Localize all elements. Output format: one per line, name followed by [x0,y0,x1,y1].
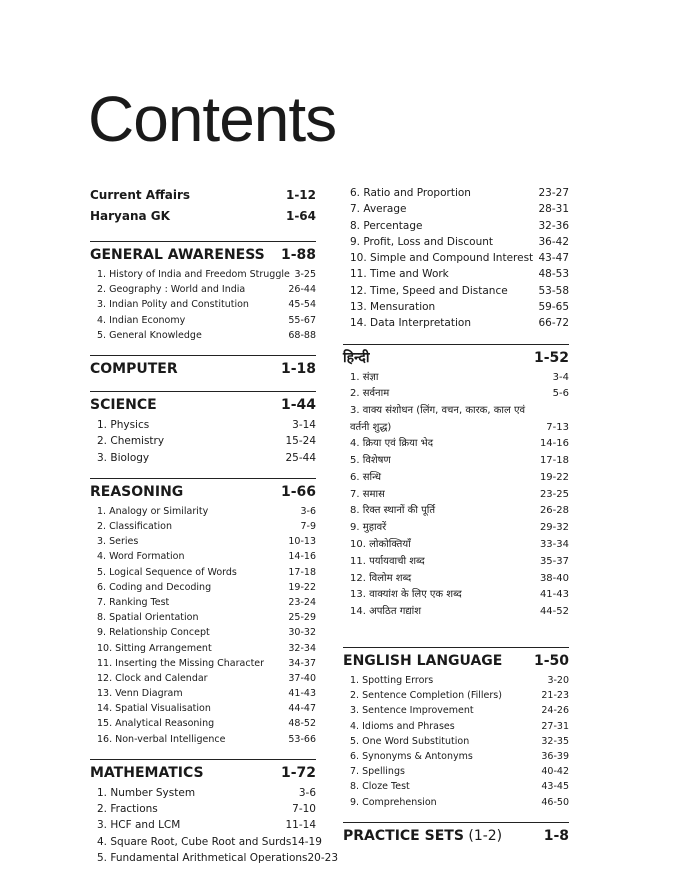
item-pages: 14-16 [539,438,569,450]
toc-item[interactable] [90,850,339,866]
toc-item[interactable] [90,732,316,747]
item-number: 11. [97,657,113,669]
item-pages: 33-34 [539,539,569,551]
contents-right-column [343,185,569,846]
item-number: 3. [350,705,360,717]
item-number: 3. [97,451,108,464]
item-pages: 37-40 [288,672,316,684]
item-pages: 44-52 [539,606,569,618]
item-pages: 11-14 [285,819,316,832]
toc-item[interactable] [90,267,316,282]
contents-left-column [90,185,339,866]
toc-item[interactable] [343,503,569,520]
item-label: रिक्त स्थानों की पूर्ति [362,505,436,517]
item-number: 14. [350,317,367,330]
item-label: Classification [109,521,172,533]
item-label: Sentence Completion (Fillers) [362,690,502,702]
section-heading-english-language[interactable] [343,647,569,671]
item-number: 6. [97,581,107,593]
item-pages: 14-19 [291,835,322,848]
item-label: Profit, Loss and Discount [363,235,493,248]
item-pages: 59-65 [538,301,569,314]
toc-item[interactable] [343,370,569,387]
toc-item[interactable] [343,185,569,201]
section-title: ENGLISH LANGUAGE [343,653,503,670]
toc-item[interactable] [90,282,316,297]
item-number: 2. [350,690,360,702]
toc-item[interactable] [343,487,569,504]
item-label: विलोम शब्द [369,572,412,584]
item-pages: 17-18 [288,566,316,578]
item-number: 5. [350,455,360,467]
item-pages: 3-4 [552,371,569,383]
item-label: Average [363,203,407,216]
item-number: 5. [350,735,360,747]
item-label: पर्यायवाची शब्द [369,555,425,567]
section-pages: 1-72 [280,764,316,781]
item-number: 2. [350,388,360,400]
item-pages: 19-22 [539,471,569,483]
toc-entry-haryana-gk[interactable] [90,206,316,227]
toc-item[interactable] [343,453,569,470]
item-label: General Knowledge [109,329,202,341]
toc-item[interactable] [90,519,316,534]
item-pages: 44-47 [288,703,316,715]
item-number: 14. [350,606,366,618]
toc-item[interactable] [343,719,569,734]
section-pages: 1-50 [533,653,569,670]
item-label: Number System [110,786,196,799]
item-number: 1. [97,505,107,517]
item-number: 4. [350,720,360,732]
item-number: 11. [350,555,366,567]
item-label: Indian Economy [109,314,186,326]
section-heading-hindi[interactable] [343,344,569,368]
item-pages: 3-14 [292,418,316,431]
item-label: विशेषण [362,455,391,467]
section-title: GENERAL AWARENESS [90,247,265,263]
item-pages: 19-22 [288,581,316,593]
item-pages: 34-37 [288,657,316,669]
item-label: Word Formation [109,551,185,563]
item-number: 2. [97,435,108,448]
toc-item[interactable] [90,433,316,449]
item-label: Fractions [110,803,158,816]
toc-item[interactable] [343,587,569,604]
section-heading-science[interactable] [90,391,316,415]
item-number: 15. [97,718,113,730]
item-label: Chemistry [110,435,165,448]
item-number: 3. [97,536,107,548]
toc-item[interactable] [90,534,316,549]
item-label: HCF and LCM [110,819,181,832]
toc-item[interactable] [343,688,569,703]
toc-item[interactable] [343,795,569,810]
item-label: अपठित गद्यांश [369,606,422,618]
item-number: 3. [97,299,107,311]
item-pages: 24-26 [541,705,569,717]
item-pages: 28-31 [538,203,569,216]
section-title: MATHEMATICS [90,764,204,781]
item-label: मुहावरें [362,522,387,534]
item-label: लोकोक्तियाँ [369,539,411,551]
item-number: 3. [97,819,108,832]
item-label: Percentage [363,219,423,232]
item-label: Analytical Reasoning [115,718,215,730]
item-pages: 3-25 [294,269,316,280]
item-number: 7. [97,596,107,608]
item-label: Time and Work [370,268,449,281]
item-pages: 55-67 [288,314,316,326]
item-pages: 27-31 [541,720,569,732]
toc-item[interactable] [343,283,569,299]
toc-item[interactable] [90,610,316,625]
item-label: Inserting the Missing Character [115,657,265,669]
section-title: COMPUTER [90,360,178,377]
item-number: 3. [350,405,360,417]
entry-pages: 1-12 [285,188,316,202]
section-heading-practice-sets[interactable] [343,822,569,846]
item-number: 4. [97,835,108,848]
item-number: 5. [97,329,107,341]
item-pages: 41-43 [539,589,569,601]
item-number: 6. [350,750,360,762]
item-label: Ratio and Proportion [363,187,471,199]
toc-item[interactable] [90,817,316,833]
item-pages: 53-58 [538,284,569,297]
item-number: 1. [350,675,360,687]
toc-item[interactable] [90,504,316,519]
item-pages: 36-42 [538,235,569,248]
section-heading-general-awareness[interactable] [90,241,316,265]
item-number: 12. [97,672,113,684]
item-pages: 7-10 [292,803,316,816]
toc-item[interactable] [90,565,316,580]
toc-item[interactable] [343,571,569,588]
item-label: Fundamental Arithmetical Operations [110,852,308,865]
item-number: 1. [350,371,360,383]
item-number: 13. [350,589,366,601]
section-pages: 1-66 [280,483,316,500]
item-label: Data Interpretation [370,317,471,330]
section-pages: 1-8 [543,827,569,844]
item-number: 2. [97,521,107,533]
item-label: Time, Speed and Distance [370,284,508,297]
item-number: 1. [97,418,108,431]
toc-item[interactable] [343,403,569,436]
item-label: वाक्य संशोधन (लिंग, वचन, कारक, काल एवं वर्तनी शुद्ध) [350,405,526,433]
section-title: REASONING [90,483,184,500]
item-label: संज्ञा [362,371,379,383]
item-label: समास [362,488,385,500]
item-pages: 3-6 [298,786,316,799]
item-label: Synonyms & Antonyms [362,750,473,762]
toc-item[interactable] [343,470,569,487]
toc-item[interactable] [343,386,569,403]
page-title: Contents [88,83,337,155]
item-pages: 38-40 [539,572,569,584]
item-pages: 66-72 [538,317,569,330]
item-label: One Word Substitution [362,735,470,747]
toc-item[interactable] [90,580,316,595]
item-number: 9. [350,796,360,808]
toc-item[interactable] [343,749,569,764]
section-pages: 1-52 [533,349,569,366]
toc-item[interactable] [343,673,569,688]
item-pages: 23-25 [539,488,569,500]
toc-item[interactable] [90,671,316,686]
toc-item[interactable] [90,716,316,731]
item-pages: 25-44 [285,451,316,464]
item-label: Biology [110,451,150,464]
item-number: 10. [97,642,113,654]
item-pages: 21-23 [541,690,569,702]
item-pages: 41-43 [288,688,316,700]
item-label: Spatial Visualisation [115,703,211,715]
item-pages: 3-6 [300,505,316,517]
item-number: 5. [97,852,108,865]
item-number: 8. [350,781,360,793]
toc-item[interactable] [343,315,569,331]
item-pages: 25-29 [288,612,316,624]
toc-item[interactable] [343,234,569,250]
item-label: सन्धि [362,471,382,483]
item-label: सर्वनाम [362,388,390,400]
section-pages: 1-88 [280,247,316,263]
toc-item[interactable] [90,328,316,343]
item-pages: 20-23 [307,852,339,865]
toc-item[interactable] [343,764,569,779]
item-label: वाक्यांश के लिए एक शब्द [369,589,462,601]
item-label: Analogy or Similarity [109,505,209,517]
toc-entry-current-affairs[interactable] [90,185,316,206]
section-heading-reasoning[interactable] [90,478,316,502]
item-pages: 68-88 [288,329,316,341]
toc-item[interactable] [90,834,322,850]
item-number: 11. [350,268,367,281]
section-heading-mathematics[interactable] [90,759,316,783]
item-number: 9. [350,235,361,248]
toc-item[interactable] [343,703,569,718]
item-number: 1. [97,269,107,280]
section-suffix: (1-2) [463,827,503,844]
item-pages: 43-45 [541,781,569,793]
item-label: Indian Polity and Constitution [109,299,249,311]
toc-item[interactable] [90,641,316,656]
entry-pages: 1-64 [285,209,316,223]
item-label: Cloze Test [362,781,410,793]
toc-item[interactable] [90,549,316,564]
toc-item[interactable] [90,801,316,817]
item-pages: 30-32 [288,627,316,639]
section-pages: 1-44 [280,396,316,413]
item-pages: 26-28 [539,505,569,517]
entry-label: Haryana GK [90,209,170,223]
item-label: History of India and Freedom Struggle [109,269,290,280]
item-pages: 43-47 [538,252,569,265]
item-label: Venn Diagram [115,688,183,700]
item-number: 13. [350,301,367,314]
item-label: Spellings [362,766,405,778]
section-title: हिन्दी [343,349,370,366]
item-number: 13. [97,688,113,700]
toc-item[interactable] [90,686,316,701]
item-number: 6. [350,471,360,483]
item-number: 1. [97,786,108,799]
item-number: 8. [97,612,107,624]
toc-item[interactable] [343,201,569,217]
section-pages: 1-18 [280,360,316,377]
item-number: 14. [97,703,113,715]
item-number: 7. [350,203,361,216]
item-label: क्रिया एवं क्रिया भेद [362,438,434,450]
item-pages: 7-13 [546,421,569,433]
item-number: 2. [97,284,107,296]
toc-item[interactable] [90,313,316,328]
toc-item[interactable] [90,785,316,801]
item-pages: 23-27 [538,187,569,199]
item-label: Sitting Arrangement [115,642,212,654]
toc-item[interactable] [90,450,316,466]
toc-item[interactable] [90,297,316,312]
item-label: Physics [110,418,150,431]
item-pages: 7-9 [300,521,316,533]
item-pages: 40-42 [541,766,569,778]
item-number: 8. [350,505,360,517]
item-label: Idioms and Phrases [362,720,455,732]
item-number: 4. [97,551,107,563]
item-label: Ranking Test [109,596,170,608]
item-pages: 29-32 [539,522,569,534]
toc-item[interactable] [343,520,569,537]
toc-item[interactable] [90,625,316,640]
item-label: Geography : World and India [109,284,246,296]
item-number: 10. [350,252,367,265]
toc-item[interactable] [343,266,569,282]
toc-item[interactable] [343,436,569,453]
section-title: PRACTICE SETS [343,827,464,844]
item-number: 7. [350,488,360,500]
item-number: 2. [97,803,108,816]
toc-item[interactable] [343,250,569,266]
item-label: Comprehension [362,796,437,808]
item-pages: 53-66 [288,733,316,745]
item-label: Spotting Errors [362,675,434,687]
toc-item[interactable] [343,537,569,554]
toc-item[interactable] [343,218,569,234]
item-number: 5. [97,566,107,578]
item-label: Logical Sequence of Words [109,566,237,578]
item-label: Non-verbal Intelligence [115,733,226,745]
item-pages: 32-36 [538,219,569,232]
item-label: Square Root, Cube Root and Surds [110,835,292,848]
item-number: 7. [350,766,360,778]
section-title: SCIENCE [90,396,157,413]
item-label: Coding and Decoding [109,581,212,593]
item-pages: 14-16 [288,551,316,563]
item-label: Series [109,536,139,548]
item-label: Relationship Concept [109,627,210,639]
item-pages: 32-35 [541,735,569,747]
item-number: 12. [350,572,366,584]
item-label: Spatial Orientation [109,612,199,624]
item-number: 16. [97,733,113,745]
item-label: Mensuration [370,301,436,314]
item-number: 10. [350,539,366,551]
item-label: Sentence Improvement [362,705,474,717]
item-pages: 10-13 [288,536,316,548]
item-label: Clock and Calendar [115,672,208,684]
toc-item[interactable] [343,554,569,571]
item-pages: 32-34 [288,642,316,654]
item-pages: 15-24 [285,435,316,448]
toc-item[interactable] [90,701,316,716]
item-number: 12. [350,284,367,297]
item-number: 8. [350,219,361,232]
entry-label: Current Affairs [90,188,191,202]
item-pages: 46-50 [541,796,569,808]
item-pages: 35-37 [539,555,569,567]
item-pages: 36-39 [541,750,569,762]
toc-item[interactable] [343,734,569,749]
item-number: 9. [97,627,107,639]
toc-item[interactable] [90,595,316,610]
section-heading-computer[interactable] [90,355,316,379]
item-number: 4. [350,438,360,450]
item-pages: 45-54 [288,299,316,311]
toc-item[interactable] [343,779,569,794]
item-label: Simple and Compound Interest [370,252,534,265]
item-number: 9. [350,522,360,534]
item-pages: 3-20 [547,675,569,687]
toc-item[interactable] [343,299,569,315]
item-pages: 5-6 [552,388,569,400]
toc-item[interactable] [343,604,569,621]
item-pages: 48-52 [288,718,316,730]
item-pages: 26-44 [288,284,316,296]
item-number: 6. [350,187,361,199]
toc-item[interactable] [90,656,316,671]
item-pages: 23-24 [288,596,316,608]
toc-item[interactable] [90,417,316,433]
item-pages: 48-53 [538,268,569,281]
item-number: 4. [97,314,107,326]
item-pages: 17-18 [539,455,569,467]
